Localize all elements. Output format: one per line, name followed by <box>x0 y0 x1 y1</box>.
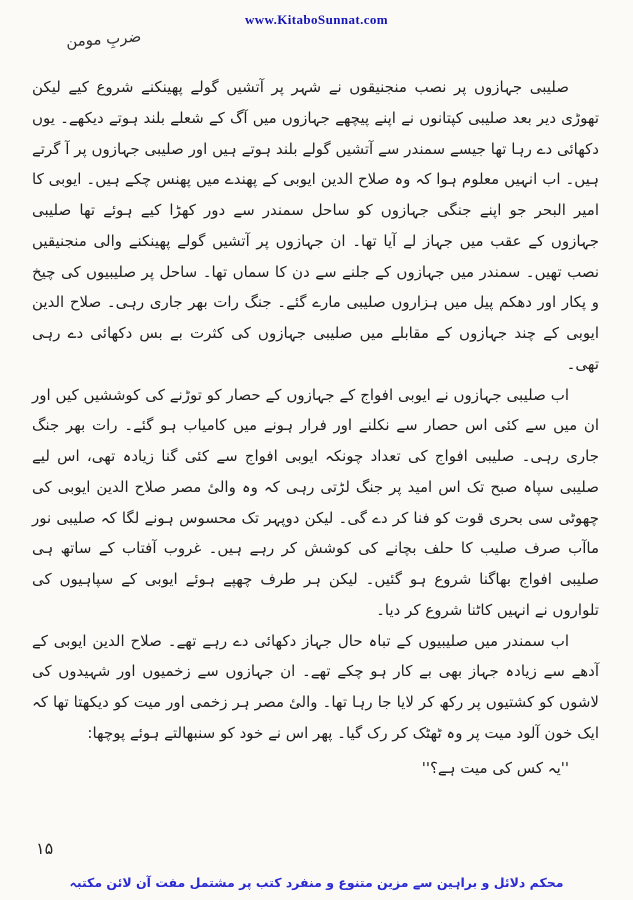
page-number: ۱۵ <box>36 839 54 858</box>
website-watermark-header: www.KitaboSunnat.com <box>244 12 389 27</box>
paragraph-3: اب سمندر میں صلیبیوں کے تباہ حال جہاز دکھائی دے رہے تھے۔ صلاح الدین ایوبی کے آدھے سے زیادہ جہاز بھی بے کار ہو چکے تھے۔ ان جہازوں سے زخمیوں اور شہیدوں کی لاشوں کو کشتیوں پر رکھ کر لایا جا رہا تھا۔ والیٔ مصر ہر زخمی اور میت کو دیکھتا تھا کہ ایک خون آلود میت پر وہ ٹھٹک کر رک گیا۔ پھر اس نے خود کو سنبھالتے ہوئے پوچھا: <box>32 631 599 742</box>
book-title-calligraphy: ضربِ مومن <box>65 27 142 51</box>
website-watermark-footer: محکم دلائل و براہین سے مزین متنوع و منفرد کتب پر مشتمل مفت آن لائن مکتبہ <box>69 875 564 890</box>
paragraph-1: صلیبی جہازوں پر نصب منجنیقوں نے شہر پر آتشیں گولے پھینکنے شروع کیے لیکن تھوڑی دیر بعد صلیبی کپتانوں نے اپنے پیچھے جہازوں میں آگ کے شعلے بلند ہوتے دیکھے۔ یوں دکھائی دے رہا تھا جیسے سمندر سے آتشیں گولے بلند ہوتے ہیں اور صلیبی جہازوں پر آ گرتے ہیں۔ اب انہیں معلوم ہوا کہ وہ صلاح الدین ایوبی کے پھندے میں پھنس چکے ہیں۔ ایوبی کا امیر البحر جو اپنے جنگی جہازوں کو ساحل سمندر سے دور کھڑا کیے ہوئے تھا صلیبی جہازوں کے عقب میں جہاز لے آیا تھا۔ ان جہازوں پر آتشیں گولے پھینکنے والی منجنیقیں نصب تھیں۔ سمندر میں جہازوں کے جلنے سے دن کا سماں تھا۔ ساحل پر صلیبیوں کی چیخ و پکار اور دھکم پیل میں ہزاروں صلیبی مارے گئے۔ جنگ رات بھر جاری رہی۔ صلاح الدین ایوبی کے چند جہازوں کے مقابلے میں صلیبی جہازوں کی کثرت بے بس دکھائی دے رہی تھی۔ <box>32 78 599 373</box>
paragraph-2: اب صلیبی جہازوں نے ایوبی افواج کے جہازوں کے حصار کو توڑنے کی کوششیں کیں اور ان میں سے کئی اس حصار سے نکلنے اور فرار ہونے میں کامیاب ہو گئے۔ رات بھر جنگ جاری رہی۔ صلیبی افواج کی تعداد چونکہ ایوبی افواج سے کئی گنا زیادہ تھی، اس لیے صلیبی سپاہ صبح تک اس امید پر جنگ لڑتی رہی کہ وہ والیٔ مصر صلاح الدین ایوبی کی چھوٹی سی بحری قوت کو فنا کر دے گی۔ لیکن دوپہر تک محسوس ہونے لگا کہ صلیبی نور ماآب صرف صلیب کا حلف بچانے کی کوشش کر رہے ہیں۔ غروب آفتاب کے ساتھ ہی صلیبی افواج بھاگنا شروع ہو گئیں۔ لیکن ہر طرف چھپے ہوئے ایوبی کے سپاہیوں کی تلواروں نے انہیں کاٹنا شروع کر دیا۔ <box>32 385 599 619</box>
page-body-text <box>32 72 599 783</box>
dialogue-quote: ''یہ کس کی میت ہے؟'' <box>421 758 569 777</box>
